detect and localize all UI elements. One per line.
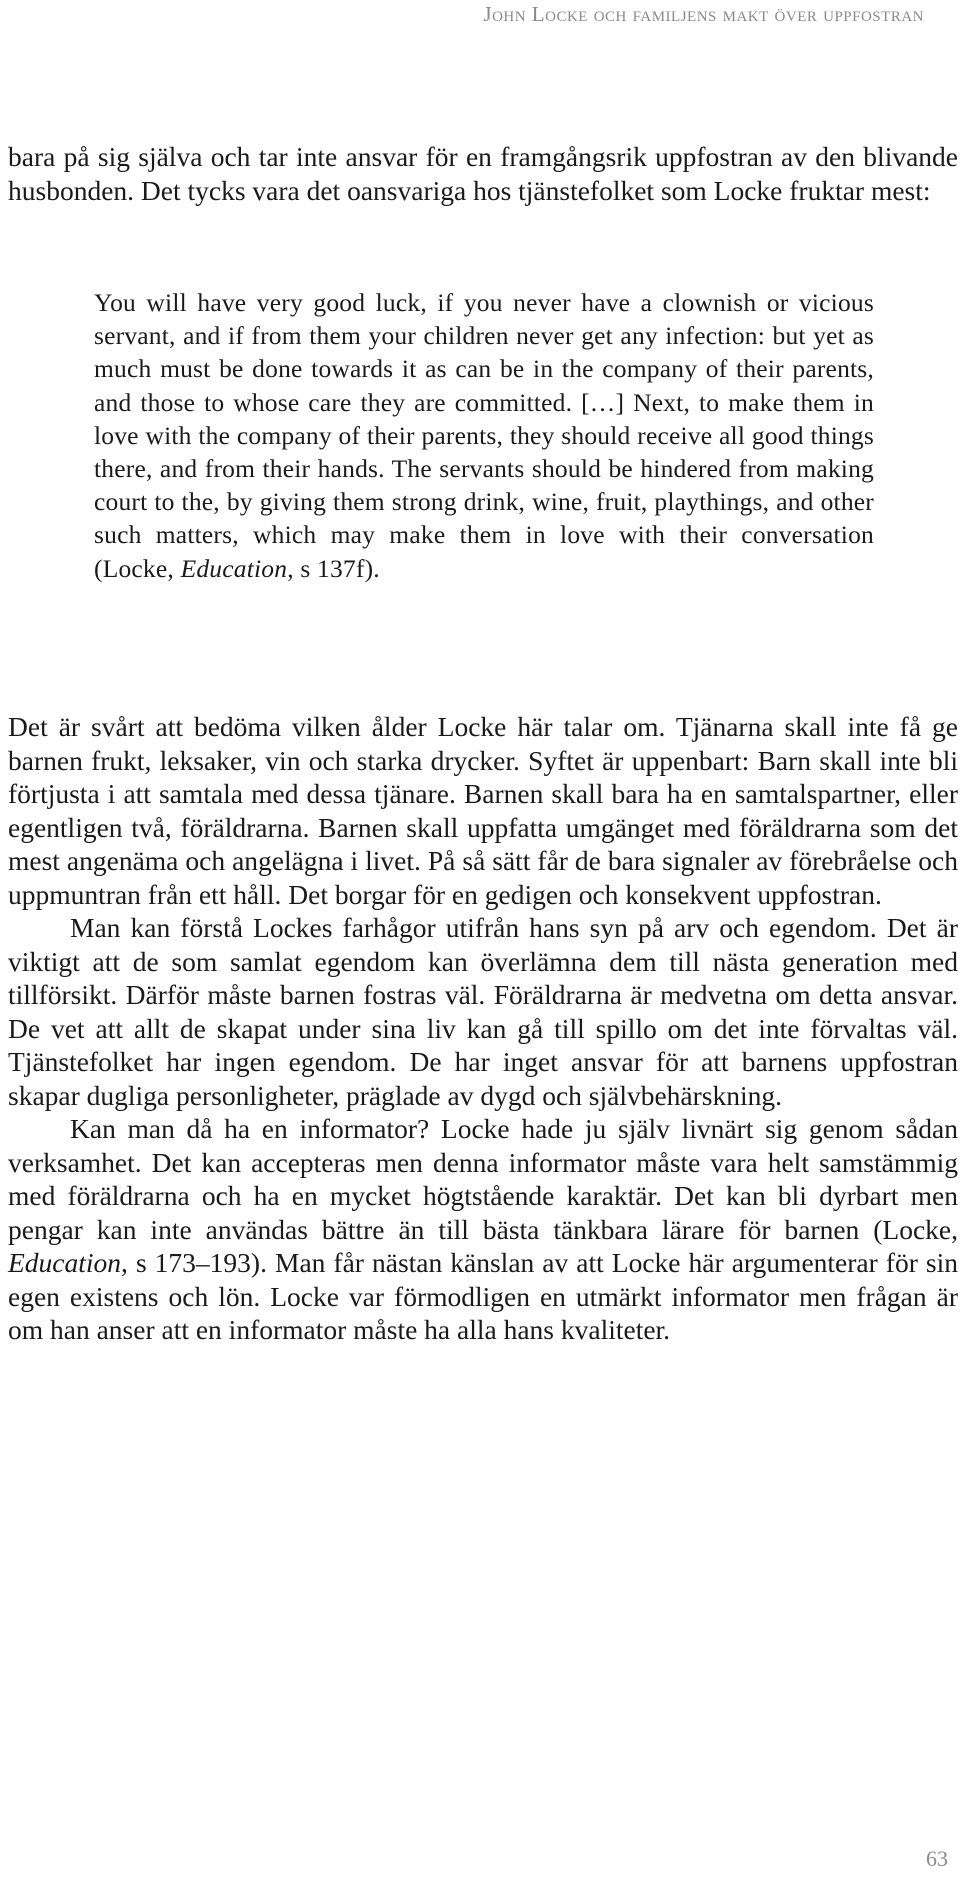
body-paragraph-3 (8, 1112, 958, 1347)
quote-citation-tail: , s 137f). (287, 553, 380, 583)
body-paragraph-2: Man kan förstå Lockes farhågor utifrån hans syn på arv och egendom. Det är viktigt att de som samlat egendom kan överlämna dem till nästa generation med tillförsikt. Därför måste barnen fostras väl. Föräldrarna är medvetna om detta ansvar. De vet att allt de skapat under sina liv kan gå till spillo om det inte förvaltas väl. Tjänstefolket har ingen egendom. De har inget ansvar för att barnens uppfostran skapar dugliga personligheter, präglade av dygd och självbehärskning. (8, 912, 958, 1111)
body-paragraph-3-end: , s 173–193). Man får nästan känslan av att Locke här argumenterar för sin egen existens och lön. Locke var förmodligen en utmärkt informator men frågan är om han anser att en informator måste ha alla hans kvaliteter. (8, 1247, 958, 1345)
body-paragraph-1: Det är svårt att bedöma vilken ålder Locke här talar om. Tjänarna skall inte få ge barnen frukt, leksaker, vin och starka drycker. Syftet är uppenbart: Barn skall inte bli förtjusta i att samtala med dessa tjänare. Barnen skall bara ha en samtalspartner, eller egentligen två, föräldrarna. Barnen skall uppfatta umgänget med föräldrarna som det mest angenäma och angelägna i livet. På så sätt får de bara signaler av förebråelse och uppmuntran från ett håll. Det borgar för en gedigen och konsekvent uppfostran. (8, 711, 958, 910)
quote-citation-title: Education (180, 553, 288, 583)
body-paragraph-3-title: Education (8, 1247, 122, 1278)
running-header: John Locke och familjens makt över uppfostran (483, 2, 924, 26)
intro-paragraph (8, 140, 958, 207)
body-paragraph-3-start: Kan man då ha en informator? Locke hade ju själv livnärt sig genom sådan verksamhet. Det kan accepteras men denna informator måste vara helt samstämmig med föräldrarna och ha en mycket högtstående karaktär. Det kan bli dyrbart men pengar kan inte användas bättre än till bästa tänkbara lärare för barnen (Locke, (8, 1113, 958, 1245)
block-quote (94, 286, 874, 585)
quote-text: You will have very good luck, if you never have a clownish or vicious servant, and if from them your children never get any infection: but yet as much must be done towards it as can be in the company of their parents, and those to whose care they are committed. […] Next, to make them in love with the company of their parents, they should receive all good things there, and from their hands. The servants should be hindered from making court to the, by giving them strong drink, wine, fruit, playthings, and other such matters, which may make them in love with their conversation (Locke, (94, 288, 874, 583)
page-number: 63 (926, 1846, 948, 1871)
intro-text: bara på sig själva och tar inte ansvar för en framgångsrik uppfostran av den blivande husbonden. Det tycks vara det oansvariga hos tjänstefolket som Locke fruktar mest: (8, 141, 958, 206)
body-text (8, 710, 958, 1347)
